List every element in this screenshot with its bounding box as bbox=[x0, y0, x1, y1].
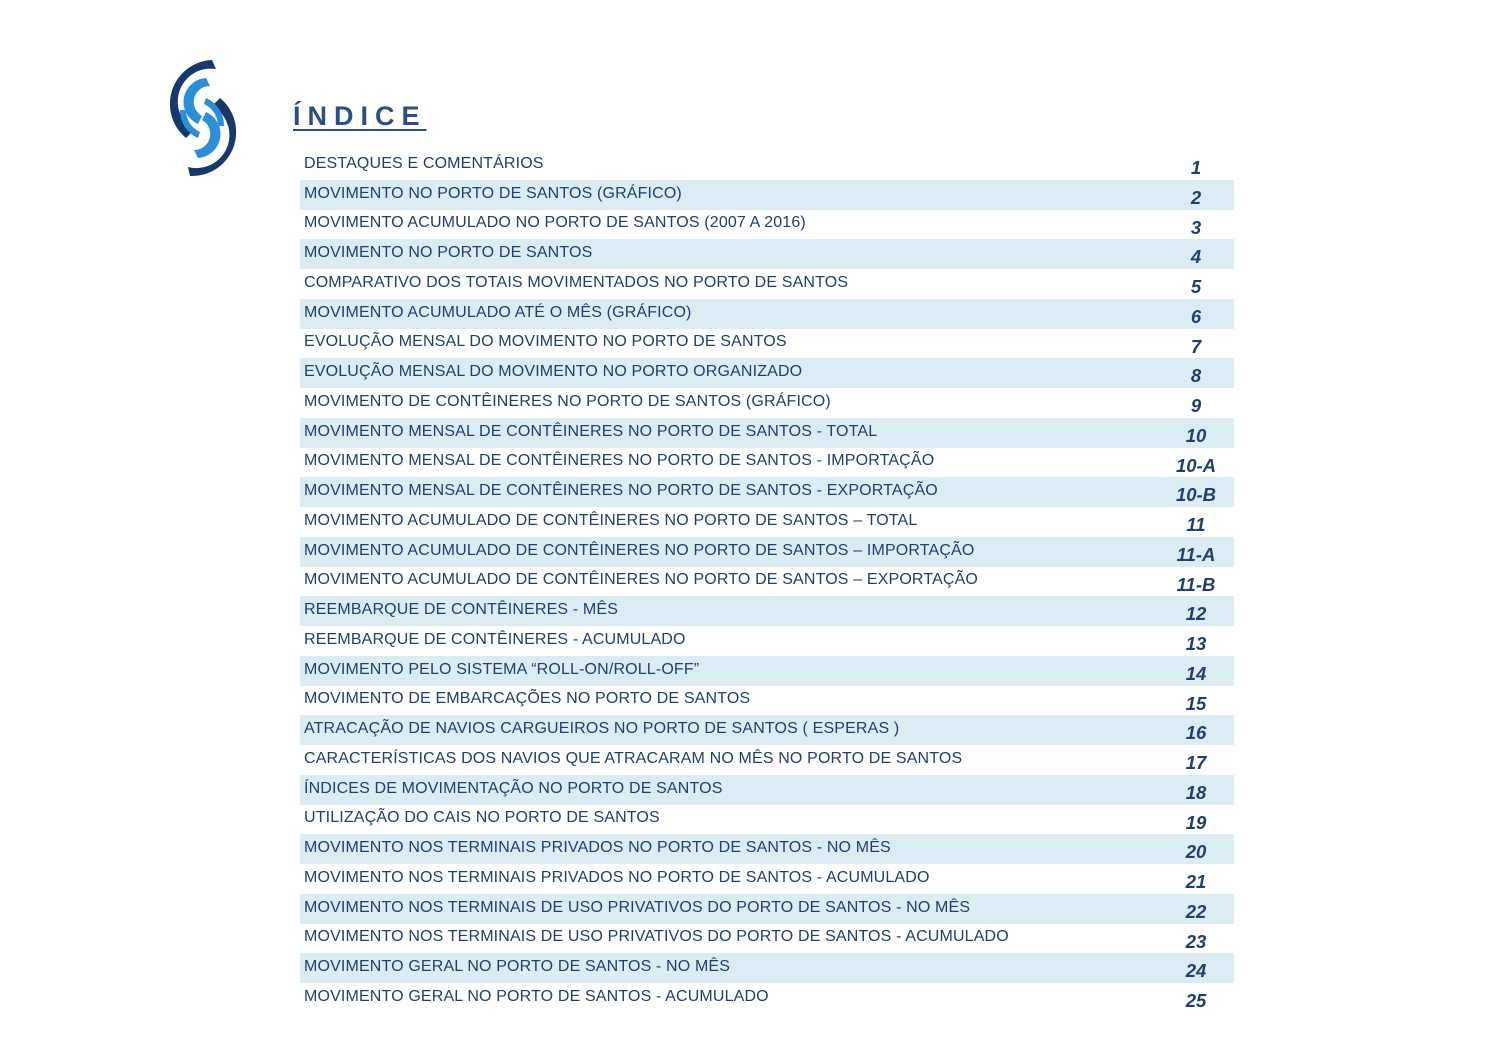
toc-page-number: 8 bbox=[1190, 365, 1202, 387]
toc-row[interactable] bbox=[300, 864, 1234, 894]
toc-row[interactable] bbox=[300, 924, 1234, 954]
toc-row[interactable] bbox=[300, 894, 1234, 924]
toc-entry-label: EVOLUÇÃO MENSAL DO MOVIMENTO NO PORTO DE SANTOS bbox=[304, 333, 787, 351]
toc-row[interactable] bbox=[300, 596, 1234, 626]
toc-entry-label: MOVIMENTO NO PORTO DE SANTOS bbox=[304, 244, 593, 262]
toc-page-number: 7 bbox=[1190, 335, 1202, 357]
toc-row[interactable] bbox=[300, 537, 1234, 567]
toc-row[interactable] bbox=[300, 983, 1234, 1013]
toc-entry-label: MOVIMENTO MENSAL DE CONTÊINERES NO PORTO DE SANTOS - IMPORTAÇÃO bbox=[304, 452, 935, 470]
toc-page-number: 11-B bbox=[1176, 573, 1216, 595]
toc-page-number: 5 bbox=[1190, 276, 1202, 297]
toc-page-number: 22 bbox=[1185, 900, 1207, 922]
toc-row[interactable] bbox=[300, 507, 1234, 537]
toc-page-number: 12 bbox=[1185, 603, 1207, 625]
toc-page-number: 25 bbox=[1185, 990, 1207, 1011]
toc-page-number: 18 bbox=[1185, 781, 1207, 803]
toc-row[interactable] bbox=[300, 805, 1234, 835]
toc-entry-label: REEMBARQUE DE CONTÊINERES - ACUMULADO bbox=[304, 630, 686, 648]
toc-entry-label: MOVIMENTO DE CONTÊINERES NO PORTO DE SANTOS (GRÁFICO) bbox=[304, 392, 831, 410]
toc-page-number: 6 bbox=[1190, 305, 1202, 327]
toc-row[interactable] bbox=[300, 745, 1234, 775]
toc-row[interactable] bbox=[300, 358, 1234, 388]
toc-page-number: 23 bbox=[1185, 930, 1207, 952]
toc-entry-label: MOVIMENTO NOS TERMINAIS PRIVADOS NO PORTO DE SANTOS - NO MÊS bbox=[304, 839, 891, 857]
toc-page-number: 11-A bbox=[1176, 543, 1216, 565]
toc-row[interactable] bbox=[300, 210, 1234, 240]
toc-entry-label: MOVIMENTO ACUMULADO ATÉ O MÊS (GRÁFICO) bbox=[304, 303, 692, 321]
toc-row[interactable] bbox=[300, 775, 1234, 805]
toc-row[interactable] bbox=[300, 388, 1234, 418]
toc-entry-label: ÍNDICES DE MOVIMENTAÇÃO NO PORTO DE SANTOS bbox=[304, 779, 723, 797]
toc-page-number: 15 bbox=[1185, 692, 1207, 714]
toc-row[interactable] bbox=[300, 626, 1234, 656]
toc-entry-label: MOVIMENTO ACUMULADO DE CONTÊINERES NO PORTO DE SANTOS – IMPORTAÇÃO bbox=[304, 541, 975, 559]
table-of-contents bbox=[300, 150, 1234, 1013]
toc-entry-label: MOVIMENTO NOS TERMINAIS DE USO PRIVATIVOS DO PORTO DE SANTOS - ACUMULADO bbox=[304, 928, 1009, 946]
toc-entry-label: MOVIMENTO GERAL NO PORTO DE SANTOS - NO MÊS bbox=[304, 958, 731, 976]
toc-entry-label: UTILIZAÇÃO DO CAIS NO PORTO DE SANTOS bbox=[304, 809, 660, 827]
toc-page-number: 19 bbox=[1185, 811, 1207, 833]
toc-page-number: 9 bbox=[1190, 395, 1202, 416]
toc-entry-label: MOVIMENTO ACUMULADO DE CONTÊINERES NO PORTO DE SANTOS – EXPORTAÇÃO bbox=[304, 571, 979, 589]
toc-page-number: 10-B bbox=[1175, 484, 1217, 506]
toc-entry-label: MOVIMENTO MENSAL DE CONTÊINERES NO PORTO DE SANTOS - EXPORTAÇÃO bbox=[304, 482, 938, 500]
toc-row[interactable] bbox=[300, 953, 1234, 983]
toc-row[interactable] bbox=[300, 477, 1234, 507]
toc-row[interactable] bbox=[300, 329, 1234, 359]
toc-row[interactable] bbox=[300, 656, 1234, 686]
toc-page-number: 20 bbox=[1185, 841, 1207, 863]
toc-page-number: 16 bbox=[1185, 722, 1207, 744]
toc-row[interactable] bbox=[300, 150, 1234, 180]
toc-entry-label: MOVIMENTO ACUMULADO DE CONTÊINERES NO PORTO DE SANTOS – TOTAL bbox=[304, 511, 918, 529]
toc-page-number: 3 bbox=[1190, 216, 1202, 238]
toc-entry-label: MOVIMENTO ACUMULADO NO PORTO DE SANTOS (2007 A 2016) bbox=[304, 214, 806, 232]
toc-entry-label: MOVIMENTO DE EMBARCAÇÕES NO PORTO DE SANTOS bbox=[304, 690, 751, 708]
toc-row[interactable] bbox=[300, 299, 1234, 329]
toc-page-number: 17 bbox=[1185, 752, 1207, 773]
toc-page-number: 11 bbox=[1186, 514, 1206, 535]
toc-row[interactable] bbox=[300, 269, 1234, 299]
toc-page-number: 10 bbox=[1185, 424, 1207, 446]
toc-entry-label: MOVIMENTO MENSAL DE CONTÊINERES NO PORTO DE SANTOS - TOTAL bbox=[304, 422, 878, 440]
toc-page-number: 21 bbox=[1185, 871, 1207, 892]
toc-row[interactable] bbox=[300, 567, 1234, 597]
toc-row[interactable] bbox=[300, 239, 1234, 269]
toc-page-number: 2 bbox=[1190, 186, 1202, 208]
toc-entry-label: ATRACAÇÃO DE NAVIOS CARGUEIROS NO PORTO DE SANTOS ( ESPERAS ) bbox=[304, 720, 900, 738]
toc-entry-label: MOVIMENTO NOS TERMINAIS DE USO PRIVATIVOS DO PORTO DE SANTOS - NO MÊS bbox=[304, 898, 971, 916]
toc-entry-label: REEMBARQUE DE CONTÊINERES - MÊS bbox=[304, 601, 619, 619]
toc-entry-label: CARACTERÍSTICAS DOS NAVIOS QUE ATRACARAM NO MÊS NO PORTO DE SANTOS bbox=[304, 749, 963, 767]
toc-entry-label: MOVIMENTO GERAL NO PORTO DE SANTOS - ACUMULADO bbox=[304, 987, 769, 1005]
toc-row[interactable] bbox=[300, 834, 1234, 864]
toc-row[interactable] bbox=[300, 715, 1234, 745]
company-logo-icon bbox=[160, 52, 244, 184]
toc-row[interactable] bbox=[300, 686, 1234, 716]
toc-entry-label: MOVIMENTO NOS TERMINAIS PRIVADOS NO PORTO DE SANTOS - ACUMULADO bbox=[304, 868, 930, 886]
toc-row[interactable] bbox=[300, 180, 1234, 210]
toc-page-number: 14 bbox=[1185, 662, 1207, 684]
toc-entry-label: MOVIMENTO NO PORTO DE SANTOS (GRÁFICO) bbox=[304, 184, 682, 202]
toc-page-number: 13 bbox=[1185, 633, 1207, 654]
toc-page-number: 1 bbox=[1190, 157, 1202, 178]
toc-entry-label: EVOLUÇÃO MENSAL DO MOVIMENTO NO PORTO ORGANIZADO bbox=[304, 363, 803, 381]
toc-entry-label: DESTAQUES E COMENTÁRIOS bbox=[304, 154, 544, 172]
toc-page-number: 10-A bbox=[1175, 454, 1217, 476]
toc-page-number: 24 bbox=[1185, 960, 1207, 982]
toc-entry-label: COMPARATIVO DOS TOTAIS MOVIMENTADOS NO PORTO DE SANTOS bbox=[304, 273, 849, 291]
toc-entry-label: MOVIMENTO PELO SISTEMA “ROLL-ON/ROLL-OFF” bbox=[304, 660, 700, 678]
page-title: ÍNDICE bbox=[293, 101, 427, 131]
toc-row[interactable] bbox=[300, 448, 1234, 478]
toc-row[interactable] bbox=[300, 418, 1234, 448]
toc-page-number: 4 bbox=[1190, 246, 1202, 268]
